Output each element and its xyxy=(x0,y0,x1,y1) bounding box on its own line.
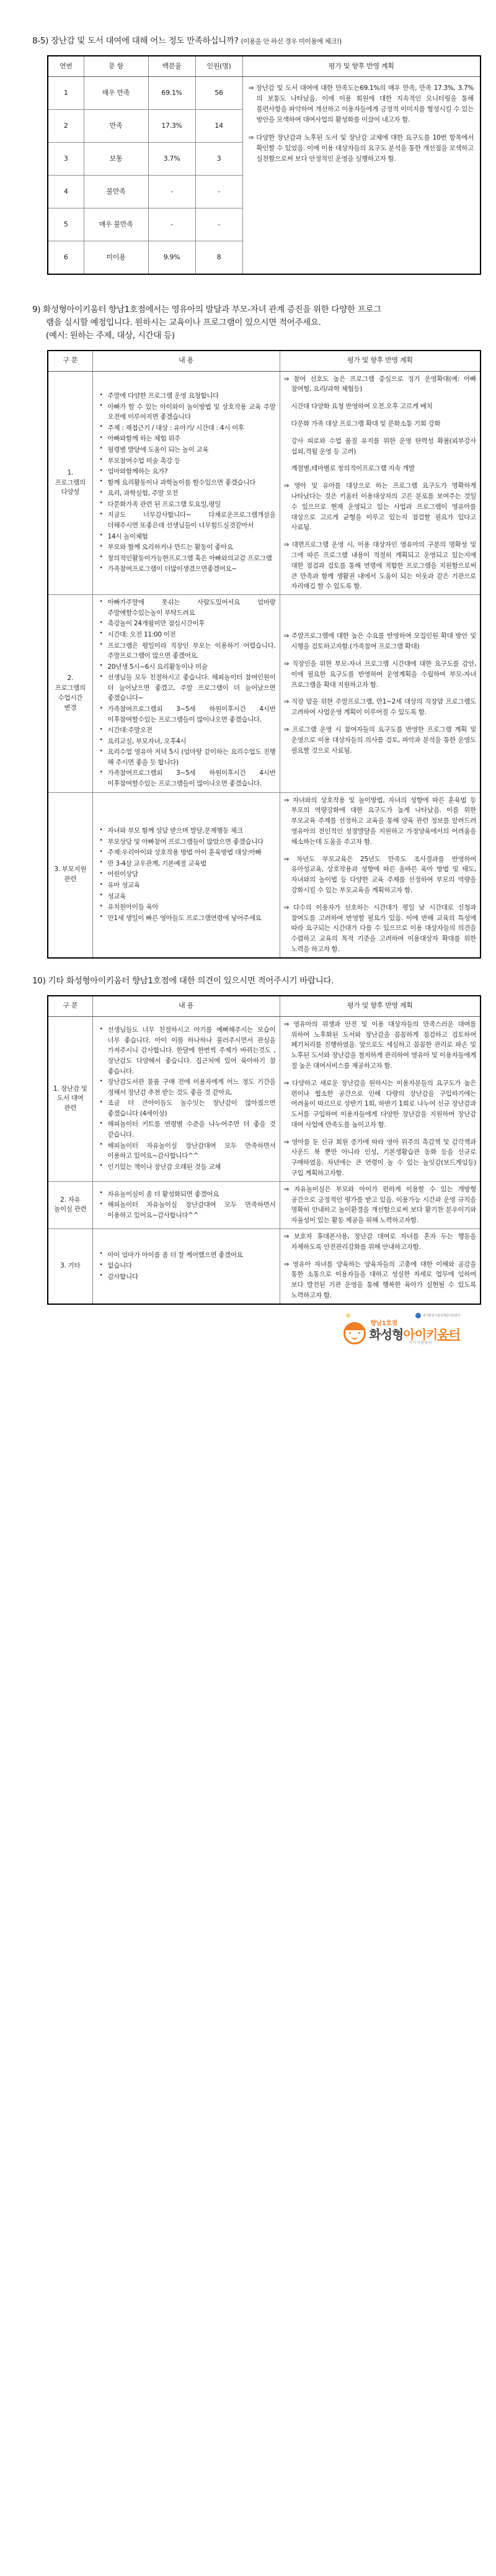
plan-paragraph: ⇒ 프로그램 운영 시 참여자들의 요구도를 반영한 프로그램 계획 및 운영으로 이용 대상자들의 의사를 검토, 파악과 분석을 통한 운영도 필요할 것으로 사료됨. xyxy=(283,726,476,754)
list-item: • 함께 요리활동이나 과학놀이를 할수있으면 좋겠습니다 xyxy=(107,478,276,488)
question-10-text: 기타 화성형아이키움터 향남1호점에 대한 의견이 있으시면 적어주시기 바랍니다. xyxy=(48,975,334,986)
plan-paragraph: ⇒ 다수의 이용자가 선호하는 시간대가 평일 낮 시간대로 신청과 참여도를 고려하여 반영할 필요가 있음. 이에 반해 교육의 특성에 따라 요구되는 시간대가 다를 수 있으므로 이용 대상자들의 의견을 수렴하고 교육의 목적 기준을 고려하여 이용대상자 확대를 위한 노력을 하고자 함. xyxy=(283,903,476,953)
plan-paragraph: ⇒ 주말프로그램에 대한 높은 수요를 반영하여 모집인원 확대 방안 및 시행을 검토하고자함.(가족참여 프로그램 확대) xyxy=(283,632,476,651)
logo-title-part3: 키 xyxy=(426,1326,438,1342)
table-8-5-wrapper xyxy=(0,55,496,275)
cell-content xyxy=(92,1181,280,1228)
opinion-list xyxy=(97,826,276,923)
plan-paragraph: ⇒ 대면프로그램 운영 시, 이용 대상자인 영유아의 구분의 명확성 및 그에 따른 프로그램 내용이 적절히 계획되고 운영되고 있는지에 대한 점검과 검토를 통해 연령에 적합한 프로그램을 지원함으로써 큰 만족과 함께 생활권 내에서 도움이 되는 이웃과 같은 기관으로 자리매김 할 수 있도록 함. xyxy=(283,541,476,591)
col-header-option: 문 항 xyxy=(84,56,148,77)
plan-paragraph: 다문화 가족 대상 프로그램 확대 및 문화소통 기회 강화 xyxy=(291,420,441,428)
logo-title xyxy=(369,1328,460,1341)
plan-paragraph: 시간대 다양화 요청 반영하여 오전.오후 고르게 배치 xyxy=(291,403,433,411)
plan-paragraph: ⇒ 다양하고 새로운 장난감을 원하시는 이용자분들의 요구도가 높은 편이나 협소한 공간으로 인해 다량의 장난감을 구입하기에는 어려움이 따르므로 상반기 1회, 하반기 1회로 나누어 신규 장난감과 도서를 구입하여 이용자들에게 다양한 장난감을 지원하여 장난감 대여 사업에 만족도를 높이고자 함. xyxy=(283,1079,476,1129)
top-spacer xyxy=(0,0,496,35)
table-row xyxy=(48,595,480,792)
cell-category: 1. 장난감 및 도서 대여 관련 xyxy=(48,1016,92,1181)
col-header-category: 구 분 xyxy=(48,996,92,1017)
table-9-wrapper xyxy=(0,350,496,959)
list-item: • 가족참여프로그램외 3~5세 하원이후시간 4시반 이후참여할수있는 프로그램들이 많이나오면 좋겠습니다. xyxy=(107,704,276,725)
general-opinion-table xyxy=(47,995,481,1305)
table-header-row xyxy=(48,351,480,372)
list-item: • 아빠가주말에 못쉬는 사람도있어서요 엄마랑 주말에할수있는놀이 부탁드려요 xyxy=(107,597,276,618)
plan-paragraph: ⇒ 장난감 및 도서 대여에 대한 만족도는69.1%의 매우 만족, 만족 17.3%, 3.7%의 보통도 나타났음. 이에 이용 회원에 대한 지속적인 모니터링을 통해 불편사항을 파악하여 개선하고 이용자들에게 긍정적 이미지를 형성시킬 수 있는 방안을 모색하여 대여사업의 활성화를 이끌어 내고자 함. xyxy=(248,84,474,123)
col-header-plan: 평가 및 향후 반영 계획 xyxy=(280,996,480,1017)
question-9-number: 9) xyxy=(32,304,41,315)
question-10-number: 10) xyxy=(32,975,46,986)
list-item: • 아이 엄마가 아이를 좀 더 잘 케어했으면 좋겠어요 xyxy=(107,1250,276,1261)
list-item: • 창의적인활동이가능한프로그램 혹은 아빠와의교감 프로그램 xyxy=(107,553,276,564)
list-item: • 월령별 발달에 도움이 되는 놀이 교육 xyxy=(107,445,276,455)
table-row xyxy=(48,76,480,109)
list-item: • 촉강놀이 24개월미만 점심시간이후 xyxy=(107,619,276,629)
hair-shape xyxy=(345,1324,364,1330)
list-item: • 장난감도서관 물품 구매 전에 이용자에게 어느 정도 기간을 정해서 장난감 추천 받는 것도 좋을 것 같아요. xyxy=(107,1077,276,1098)
col-header-percent: 백분율 xyxy=(148,56,195,77)
cell-no: 4 xyxy=(48,175,84,208)
plan-paragraph: ⇒ 직장인을 위한 부모-자녀 프로그램 시간대에 대한 요구도를 감안, 이에 필요한 요구도를 반영하여 운영계획을 수립하여 부모-자녀 프로그램을 확대 지원하고자 함. xyxy=(283,660,476,689)
list-item: • 조금 더 큰아이들도 놀수잇는 장난감이 많아졌으면 좋겠습니다 (4세이상) xyxy=(107,1098,276,1119)
table-row xyxy=(48,1229,480,1304)
list-item: • 해피놀이터 키트를 연령별 수준을 나누어주면 더 좋을 것 같습니다. xyxy=(107,1119,276,1140)
cell-count: 14 xyxy=(195,109,242,142)
list-item: • 아빠와함께 하는 체험 위주 xyxy=(107,434,276,444)
cell-no: 5 xyxy=(48,208,84,241)
eye-right xyxy=(358,1332,360,1334)
question-8-5-number: 8-5) xyxy=(32,36,49,46)
question-10-heading xyxy=(0,975,496,988)
cell-no: 1 xyxy=(48,76,84,109)
list-item: • 없습니다 xyxy=(107,1261,276,1271)
organization-logo xyxy=(343,1311,460,1345)
cell-count: 3 xyxy=(195,142,242,175)
cell-category: 2. 자유 놀이실 관련 xyxy=(48,1181,92,1228)
plan-paragraph: ⇒ 영유아 자녀를 양육하는 양육자들의 고충에 대한 이해와 공감을 통한 소통으로 이용자들을 대하고 성실한 자세로 업무에 임하여 보다 발전된 기관 운영을 통해 행복한 육아가 실현될 수 있도록 노력하고자 함. xyxy=(283,1260,476,1300)
table-row xyxy=(48,371,480,595)
cell-no: 3 xyxy=(48,142,84,175)
eye-left xyxy=(349,1332,351,1334)
star-icon: ✳ xyxy=(345,1311,352,1321)
question-8-5-note: (이용을 안 하신 경우 미이용에 체크!) xyxy=(241,38,342,45)
plan-paragraph: ⇒ 차년도 부모교육은 25년도 만족도 조사결과를 반영하여 유아성교육, 상호작용과 성향에 따른 올바른 육아 방법 및 태도, 자녀와의 놀이법 등 다양한 교육 주제를 선정하여 부모의 역량을 강화시킬 수 있는 부모교육을 계획하고자 함. xyxy=(283,855,476,895)
cell-category: 1. 프로그램의 다양성 xyxy=(48,371,92,595)
footer-logo-row xyxy=(0,1305,496,1345)
smile-shape xyxy=(352,1335,358,1339)
satisfaction-table xyxy=(47,55,481,275)
list-item: • 성교육 xyxy=(107,892,276,902)
cell-option: 미이용 xyxy=(84,241,148,274)
cell-percent: - xyxy=(148,208,195,241)
opinion-list xyxy=(97,391,276,575)
cell-plan xyxy=(280,371,480,595)
list-item: • 다문화가족 관련 된 프로그램 토요일,평일 xyxy=(107,499,276,510)
plan-paragraph: ⇒ 영유아의 위생과 안전 및 이용 대상자들의 만족스러운 대여를 위하여 노후화된 도서와 장난감을 꼼꼼하게 점검하고 검토하여 폐기처리를 진행하였음. 앞으로도 세심하고 꼼꼼한 관리로 파손 및 노후된 도서와 장난감을 철저하게 관리하여 영유아 및 이용자들에게 질 높은 대여서비스를 제공하고자 함. xyxy=(283,1020,476,1070)
cell-content xyxy=(92,371,280,595)
cell-percent: 3.7% xyxy=(148,142,195,175)
cell-no: 6 xyxy=(48,241,84,274)
question-9-line2: 램을 실시할 예정입니다. 원하시는 교육이나 프로그램이 있으시면 적어주세요. xyxy=(46,317,321,328)
opinion-list xyxy=(97,597,276,789)
col-header-content: 내 용 xyxy=(92,996,280,1017)
plan-paragraph: ⇒ 자유놀이실은 부모와 아이가 편하게 이용할 수 있는 개방형 공간으로 긍정적인 평가를 받고 있음. 이용가능 시간과 운영 규칙을 명확히 안내하고 놀이환경을 개선함으로써 보다 활기찬 분우이기와 자율성이 있는 활동 제공을 위해 노력하고자함. xyxy=(283,1185,476,1225)
cell-option: 만족 xyxy=(84,109,148,142)
cell-category: 3. 기타 xyxy=(48,1229,92,1304)
list-item: • 14시 놀이체험 xyxy=(107,532,276,542)
plan-paragraph: ⇒ 직장 맘을 위한 주말프로그램, 만1~2세 대상의 직장맘 프로그램도 고려하여 사업운영 계획이 이루어질 수 있도록 함. xyxy=(283,698,476,717)
cell-count: - xyxy=(195,208,242,241)
cell-no: 2 xyxy=(48,109,84,142)
list-item: • 가족참여프로그램외 3~5세 하원이후시간 4시반 이후참여할수있는 프로그램들이 많이나오면 좋겠습니다. xyxy=(107,768,276,789)
col-header-count: 인원(명) xyxy=(195,56,242,77)
table-row xyxy=(48,1016,480,1181)
cell-content xyxy=(92,1229,280,1304)
cell-content xyxy=(92,595,280,792)
plan-paragraph: ⇒ 자녀와의 상호작용 및 놀이방법, 자녀의 성향에 따른 훈육법 등 부모의 역량강화에 대한 요구도가 높게 나타났음. 이를 위한 부모교육 주제를 선정하고 교육을 통해 양육 관련 정보를 알려드려 영유아의 전인적인 성장발달을 지원하고 가정양육에서의 어려움을 해소하는데 도움을 주고자 함. xyxy=(283,796,476,846)
list-item: • 해피놀이터 자유놀이실 장난감대여 모두 만족하면서 이용하고 있어요~감사합니다^^ xyxy=(107,1200,276,1220)
cell-plan xyxy=(280,1016,480,1181)
plan-paragraph: 강사 피로와 수업 품질 유지를 위한 운영 탄력성 확봄(외부강사 섭외,격월 운영 등 고려) xyxy=(291,437,476,455)
logo-branch-label: 향남1호점 xyxy=(370,1320,397,1327)
cell-plan xyxy=(280,1229,480,1304)
cell-percent: 69.1% xyxy=(148,76,195,109)
opinion-list xyxy=(97,1189,276,1221)
plan-paragraph: 계절별,테마별로 창의적이프로그램 지속 개발 xyxy=(291,465,415,473)
plan-paragraph: ⇒ 참여 선호도 높은 프로그램 중심으로 정기 운영확대(예: 아빠 참여형, 요리/과학 체험등) xyxy=(283,375,476,393)
list-item: • 부모상담 및 아빠참여 프로그램들이 많았으면 좋겠습니다 xyxy=(107,837,276,847)
cell-count: - xyxy=(195,175,242,208)
cell-category: 3. 부모지원 관련 xyxy=(48,792,92,958)
list-item: • 주말에 다양한 프로그램 운영 요청합니다 xyxy=(107,391,276,401)
question-9-heading xyxy=(0,303,496,342)
list-item: • 아빠가 할 수 있는 아이와이 놀이방법 및 상호작용 교육 주말 오전에 이루어지면 좋겠습니다 xyxy=(107,402,276,423)
cell-plan xyxy=(280,595,480,792)
question-8-5-text: 장난감 및 도서 대여에 대해 어느 정도 만족하십니까? xyxy=(51,36,239,46)
list-item: • 20년생 5시~6시 요리활동이나 미술 xyxy=(107,662,276,673)
col-header-plan: 평가 및 향후 반영 계획 xyxy=(280,351,480,372)
cell-option: 매우 불만족 xyxy=(84,208,148,241)
list-item: • 감사합니다 xyxy=(107,1272,276,1282)
list-item: • 선생님들도 너무 친절하시고 아기를 예뻐해주시는 모습이 너무 좋습니다. 아이 이름 하나하나 불러주시면서 관심을 가져주시니 감사합니다. 한달에 한번씩 주제가 바뀌는것도 , 장난감도 다양해서 좋습니다. 집근처에 있어 육아하기 참 좋습니다. xyxy=(107,1025,276,1076)
list-item: • 만1세 생일이 빠른 영아들도 프로그램연령에 넣어주세요 xyxy=(107,913,276,924)
list-item: • 유치원아이들 육아 xyxy=(107,902,276,913)
cell-percent: 17.3% xyxy=(148,109,195,142)
logo-slogan: 아이자람돌터 xyxy=(409,1340,433,1345)
logo-title-part4: 움터 xyxy=(437,1326,460,1342)
partner-logo xyxy=(415,1313,460,1318)
list-item: • 선생님들 모두 친절하시고 좋습니다. 해피놀이터 참여인원이 더 늘어났으면 좋겠고, 주말 프로그램이 더 늘어났으면 좋겠습니다~ xyxy=(107,673,276,704)
list-item: • 부모와 함께 요리하거나 만드는 활동이 좋아요 xyxy=(107,542,276,553)
col-header-category: 구 분 xyxy=(48,351,92,372)
list-item: • 시간대:주말오전 xyxy=(107,725,276,736)
logo-title-part1: 화성형 xyxy=(369,1326,404,1342)
baby-face-icon xyxy=(343,1322,366,1344)
plan-paragraph: ⇒ 다양한 장난감과 노후된 도서 잋 장난감 교체에 대한 요구도를 10번 항목에서 확인할 수 있었음. 이에 이용 대상자들의 요구도 분석을 통한 개선점을 모색하고 실천함으로써 보다 안정적인 운영을 실행하고자 함. xyxy=(248,133,474,163)
cell-count: 8 xyxy=(195,241,242,274)
cell-count: 56 xyxy=(195,76,242,109)
question-9-line3: (예시: 원하는 주제, 대상, 시간대 등) xyxy=(46,330,175,341)
table-row xyxy=(48,792,480,958)
partner-label: 경기화성시복지재단지원센터 xyxy=(422,1313,460,1318)
list-item: • 엄마와함께하는 요가? xyxy=(107,467,276,477)
cell-category: 2. 프로그램의 수업시간 변경 xyxy=(48,595,92,792)
list-item: • 어린이상담 xyxy=(107,869,276,880)
list-item: • 시간대: 오전 11:00 이전 xyxy=(107,630,276,640)
list-item: • 요리, 과학실험, 주말 오전 xyxy=(107,488,276,499)
logo-badge xyxy=(343,1311,366,1344)
list-item: • 가족참여프로그램이 더많이생겼으면좋겠어요~ xyxy=(107,564,276,575)
list-item: • 요리수업 영유아 저녁 5시 (엄마랑 같이하는 요리수업도 진행 해 주시면 좋을 듯 합니다) xyxy=(107,747,276,767)
plan-paragraph: ⇒ 보호자 휴대폰사용, 장난감 대여로 자녀를 혼자 두는 행동을 자제하도록 안전관리강화를 위해 안내하고자함. xyxy=(283,1233,476,1251)
list-item: • 자유놀이실이 좀 더 활성화되면 좋겠어요 xyxy=(107,1189,276,1200)
cell-plan xyxy=(242,76,480,274)
logo-title-part2: 아이 xyxy=(403,1326,427,1342)
program-request-table xyxy=(47,350,481,959)
list-item: • 유아 성교육 xyxy=(107,880,276,891)
list-item: • 요리교실, 부모자녀, 오후4시 xyxy=(107,736,276,747)
col-header-plan: 평가 및 향후 반영 계획 xyxy=(242,56,480,77)
table-header-row xyxy=(48,996,480,1017)
list-item: • 자녀와 부모 함께 상담 받으며 발달,문제행동 체크 xyxy=(107,826,276,836)
cell-percent: 9.9% xyxy=(148,241,195,274)
cell-plan xyxy=(280,1181,480,1228)
table-row xyxy=(48,1181,480,1228)
partner-mark-icon xyxy=(415,1313,421,1318)
opinion-list xyxy=(97,1025,276,1172)
list-item: • 주제:우리아이와 상호작용 방법 아이 훈육방법 대상:아빠 xyxy=(107,847,276,858)
list-item: • 주제 : 재접근기 / 대상 : 유아기/ 시간대 : 4시 이후 xyxy=(107,423,276,434)
logo-text-group xyxy=(369,1321,460,1345)
list-item: • 프로그램은 평일이라 직장인 부모는 이용하기 어렵습니다. 주말프로그램이 많으면 좋겠어요. xyxy=(107,641,276,661)
list-item: • 부모참여수업 미술 촉강 등 xyxy=(107,456,276,467)
plan-paragraph: ⇒ 영아를 둔 신규 회원 증가에 따라 영아 위주의 촉감책 및 감각책과 사운드 북 뿐만 아니라 인성, 기본생활습관 동화 등을 신규로 구매하였음. 차년에는 큰 연령이 놀 수 있는 놀잇감(보드게임등) 구입 계획하고자함. xyxy=(283,1138,476,1178)
table-header-row xyxy=(48,56,480,77)
col-header-content: 내 용 xyxy=(92,351,280,372)
cell-option: 매우 만족 xyxy=(84,76,148,109)
plan-paragraph: ⇒ 영아 및 유아를 대상으로 하는 프로그램 요구도가 명확하게 나타났다는 것은 키움터 이용대상자의 고른 분포를 보여주는 것일 수 있으므로 현재 운영되고 있는 사업과 프로그램이 영유아를 대상으로 고르게 균형을 이루고 있는지 점검할 필요가 있다고 사료됨. xyxy=(283,482,476,532)
col-header-no: 연번 xyxy=(48,56,84,77)
cell-option: 불만족 xyxy=(84,175,148,208)
cell-content xyxy=(92,1016,280,1181)
cell-content xyxy=(92,792,280,958)
cell-plan xyxy=(280,792,480,958)
opinion-list xyxy=(97,1250,276,1282)
list-item: • 만 3-4살 교우관계, 기본예절 교육법 xyxy=(107,859,276,869)
table-10-wrapper xyxy=(0,995,496,1305)
cell-percent: - xyxy=(148,175,195,208)
list-item: • 지금도 너무감사합니다~ 다채로운프로그램개설을 더해주시면 또좋은데 선생님들이 너무힘드실것같아서 xyxy=(107,510,276,530)
cell-option: 보통 xyxy=(84,142,148,175)
question-9-line1: 화성형아이키움터 향남1호점에서는 영유아의 발달과 부모-자녀 관계 증진을 위한 다양한 프로그 xyxy=(43,304,381,315)
list-item: • 인기있는 책이나 장난감 오래된 것들 교체 xyxy=(107,1162,276,1173)
question-8-5-heading xyxy=(0,35,496,48)
list-item: • 해피놀이터 자유놀이실 장난감대여 모두 만족하면서 이용하고 있어요~감사합니다^^ xyxy=(107,1141,276,1161)
